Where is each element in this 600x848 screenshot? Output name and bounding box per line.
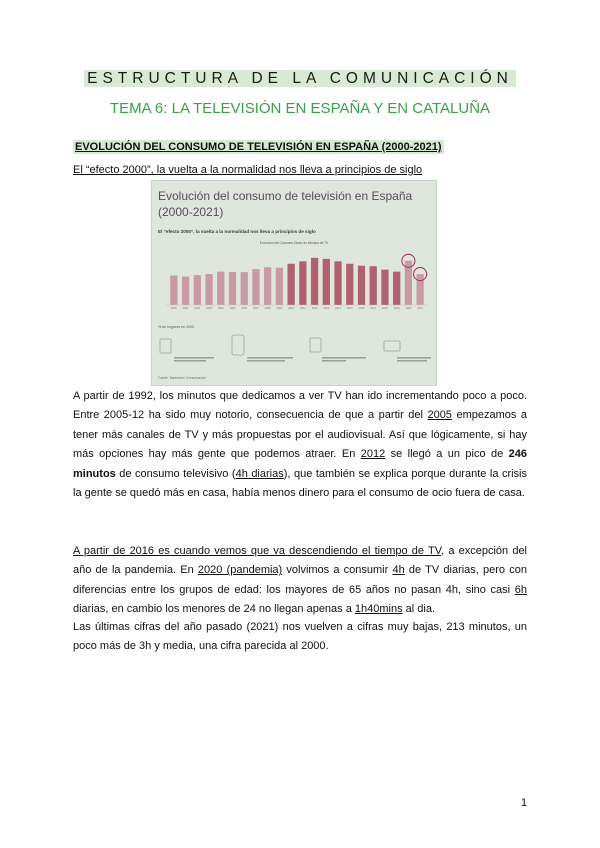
section-heading: EVOLUCIÓN DEL CONSUMO DE TELEVISIÓN EN ESPAÑA (2000-2021) xyxy=(75,141,442,153)
p2-underline-6h: 6h xyxy=(514,583,527,596)
bar-2009 xyxy=(276,268,283,305)
bar-2001 xyxy=(182,277,189,305)
tick-2001: 2001 xyxy=(182,307,189,310)
bar-2018 xyxy=(381,270,388,305)
chart-svg xyxy=(152,181,436,385)
page-number: 1 xyxy=(521,797,528,809)
p1-underline-2005: 2005 xyxy=(427,409,452,422)
bar-2015 xyxy=(346,264,353,305)
tick-2021: 2021 xyxy=(417,307,424,310)
tick-2003: 2003 xyxy=(206,307,212,310)
bar-2011 xyxy=(299,261,306,305)
p2-underline-2020: 2020 (pandemia) xyxy=(197,564,283,577)
bar-2019 xyxy=(393,272,400,305)
tick-2005: 2005 xyxy=(229,307,236,310)
figure-title-line2: (2000-2021) xyxy=(158,205,224,219)
bar-2016 xyxy=(358,266,365,305)
p1-text-2: empezamos a tener más canales de TV y más propuestas por el audiovisual. Así que lógicamente, si hay más opciones hay más gente que podemos atraer. En xyxy=(73,409,527,461)
figure-subtitle: El “efecto 2000”, la vuelta a la normalidad nos lleva a principios de siglo xyxy=(158,229,316,234)
bar-2008 xyxy=(264,267,271,305)
section-subheading: El “efecto 2000”, la vuelta a la normalidad nos lleva a principios de siglo xyxy=(73,164,423,176)
tick-2020: 2020 xyxy=(405,307,412,310)
p1-underline-4h: 4h diarias xyxy=(235,467,284,480)
bar-2012 xyxy=(311,258,318,305)
tick-2013: 2013 xyxy=(323,307,330,310)
figure-title-line1: Evolución del consumo de televisión en España xyxy=(158,189,413,203)
hogares-label: % de hogares en 2000 xyxy=(158,325,195,329)
tick-2014: 2014 xyxy=(335,307,341,310)
tick-2008: 2008 xyxy=(264,307,271,310)
p2-underline-2016: A partir de 2016 es cuando vemos que va descendiendo el tiempo de TV xyxy=(73,545,442,557)
p2-text-5: al dia. xyxy=(402,603,436,616)
tick-2018: 2018 xyxy=(382,307,388,310)
p3-text-1: Las últimas cifras del año pasado (2021) nos vuelven a cifras muy bajas, 213 minutos, un poco más de 3h y media, una cifra parecida al 2000. xyxy=(73,621,527,653)
p2-text-1: , a excepción del año de la pandemia. En xyxy=(73,545,528,577)
tick-2016: 2016 xyxy=(358,307,365,310)
tick-2011: 2011 xyxy=(300,307,306,310)
p2-text-3: de TV diarias, pero con diferencias entre los grupos de edad: los mayores de 65 años no pasan 4h, sino casi xyxy=(73,564,527,596)
p1-text-4: de consumo televisivo ( xyxy=(115,467,236,480)
p1-text-3: se llegó a un pico de xyxy=(385,448,509,461)
paragraph-3 xyxy=(73,618,527,657)
tick-2012: 2012 xyxy=(311,307,318,310)
tick-2007: 2007 xyxy=(253,307,259,310)
tick-2009: 2009 xyxy=(276,307,283,310)
p1-underline-2012: 2012 xyxy=(360,448,386,461)
tick-2017: 2017 xyxy=(370,307,377,310)
bar-2007 xyxy=(252,269,259,305)
figure-source: Fuente: Barlovento Comunicación xyxy=(158,376,207,380)
tick-2004: 2004 xyxy=(217,307,224,310)
bar-2005 xyxy=(229,272,236,305)
tick-2000: 2000 xyxy=(170,307,177,310)
bar-2010 xyxy=(288,264,295,305)
p2-text-4: diarias, en cambio los menores de 24 no llegan apenas a xyxy=(73,603,355,616)
document-title: ESTRUCTURA DE LA COMUNICACIÓN xyxy=(0,70,600,88)
chart-image xyxy=(151,180,437,386)
bar-2014 xyxy=(334,261,341,305)
tick-2019: 2019 xyxy=(393,307,400,310)
p2-underline-1h40: 1h40mins xyxy=(354,603,403,616)
bar-2013 xyxy=(323,259,330,305)
tick-2002: 2002 xyxy=(194,307,201,310)
paragraph-2 xyxy=(73,542,527,620)
figure-chart-caption: Evolución del Consumo Diario de Minutos de TV xyxy=(259,241,329,245)
paragraph-1 xyxy=(73,387,527,503)
p1-text-5: ), que también se explica porque durante la crisis la gente se quedó más en casa, había menos dinero para el consumo de ocio fuera de casa. xyxy=(73,467,528,500)
bar-2017 xyxy=(370,266,377,305)
tick-2015: 2015 xyxy=(346,307,353,310)
bar-2004 xyxy=(217,272,224,305)
bar-2021 xyxy=(417,274,424,305)
bar-2006 xyxy=(241,272,248,305)
tick-2010: 2010 xyxy=(288,307,295,310)
p2-text-2: volvimos a consumir xyxy=(282,564,393,577)
document-subtitle: TEMA 6: LA TELEVISIÓN EN ESPAÑA Y EN CATALUÑA xyxy=(109,100,491,117)
p1-bold-246: 246 minutos xyxy=(73,448,527,480)
p2-underline-4h: 4h xyxy=(392,564,405,577)
bar-2000 xyxy=(170,276,177,305)
tick-2006: 2006 xyxy=(241,307,248,310)
bar-2002 xyxy=(194,275,201,305)
bar-2003 xyxy=(205,274,212,305)
p1-text-1: A partir de 1992, los minutos que dedicamos a ver TV han ido incrementando poco a poco. Entre 2005-12 ha sido muy notorio, consecuencia de que a partir del xyxy=(73,390,527,422)
